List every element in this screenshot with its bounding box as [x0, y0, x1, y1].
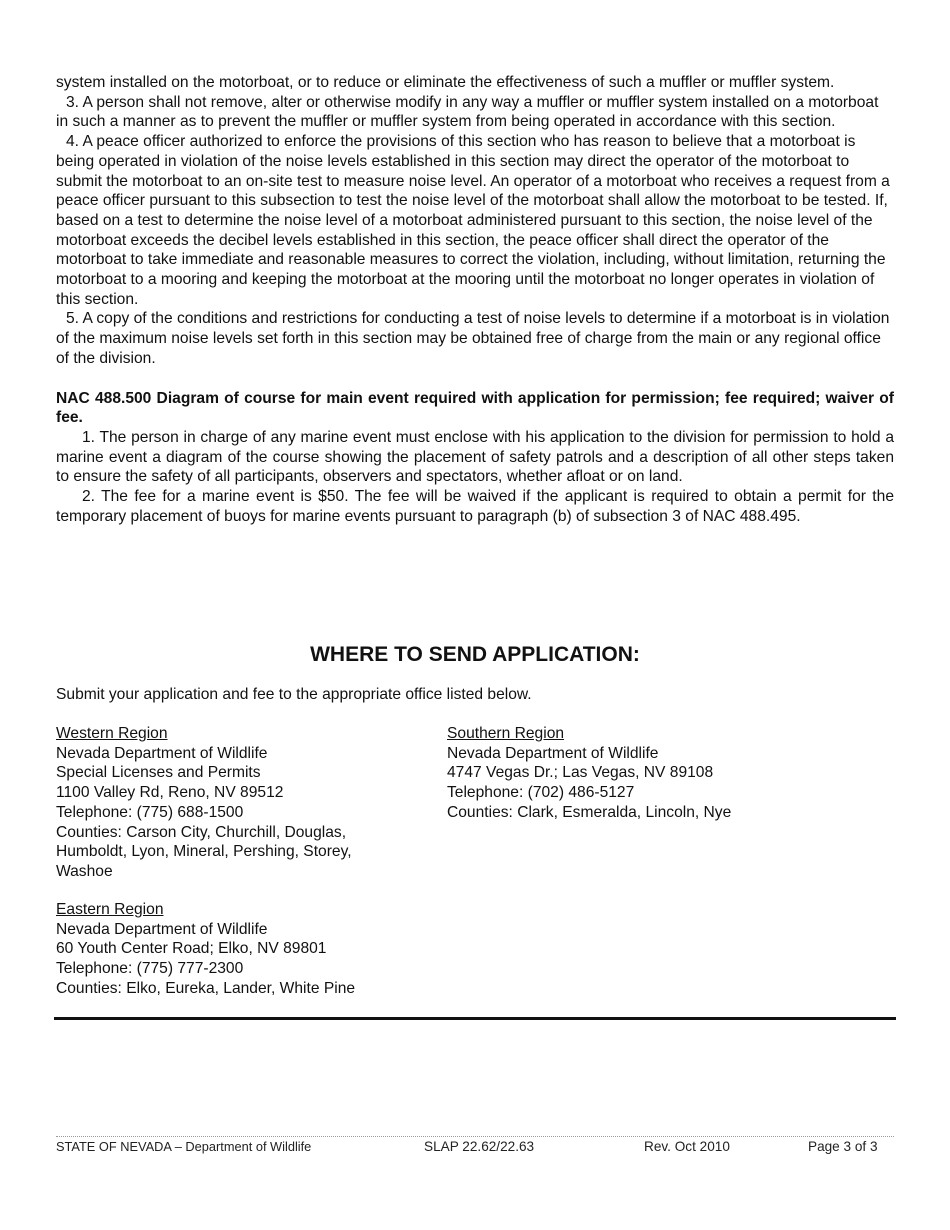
- western-region-counties-line-1: Counties: Carson City, Churchill, Douglas,: [56, 823, 347, 841]
- western-region-title: Western Region: [56, 725, 168, 742]
- southern-region-address: 4747 Vegas Dr.; Las Vegas, NV 89108: [447, 764, 714, 782]
- footer-agency: STATE OF NEVADA – Department of Wildlife: [56, 1139, 312, 1154]
- western-region-counties-line-3: Washoe: [56, 862, 113, 880]
- southern-region-org: Nevada Department of Wildlife: [447, 744, 659, 762]
- eastern-region-counties: Counties: Elko, Eureka, Lander, White Pine: [56, 979, 356, 997]
- section-divider: [54, 1017, 896, 1020]
- nac-item-2: 2. The fee for a marine event is $50. The fee will be waived if the applicant is required to obtain a permit for the temporary placement of buoys for marine events pursuant to paragraph (b) of subsection 3 of NAC 488.495.: [56, 488, 894, 525]
- southern-region-title: Southern Region: [447, 725, 565, 742]
- where-to-send-heading: WHERE TO SEND APPLICATION:: [310, 643, 640, 666]
- eastern-region-block: [56, 900, 355, 999]
- western-region-dept: Special Licenses and Permits: [56, 764, 261, 782]
- western-region-address: 1100 Valley Rd, Reno, NV 89512: [56, 784, 284, 802]
- nac-item-1: 1. The person in charge of any marine event must enclose with his application to the division for permission to hold a marine event a diagram of the course showing the placement of safety patrols and a description of all other steps taken to ensure the safety of all participants, observers and spectators, whether afloat or on land.: [56, 428, 894, 486]
- southern-region-counties: Counties: Clark, Esmeralda, Lincoln, Nye: [447, 803, 732, 821]
- western-region-counties-line-2: Humboldt, Lyon, Mineral, Pershing, Storey,: [56, 843, 352, 861]
- eastern-region-phone: Telephone: (775) 777-2300: [56, 960, 244, 978]
- paragraph-subsection-4: 4. A peace officer authorized to enforce the provisions of this section who has reason to believe that a motorboat is being operated in violation of the noise levels established in this section may direct the operator of the motorboat to submit the motorboat to an on-site test to measure noise level. An operator of a motorboat who receives a request from a peace officer pursuant to this subsection to test the noise level of the motorboat shall allow the motorboat to be tested. If, based on a test to determine the noise level of a motorboat administered pursuant to this section, the noise level of the motorboat exceeds the decibel levels established in this section, the peace officer shall direct the operator of the motorboat to take immediate and reasonable measures to correct the violation, including, without limitation, returning the motorboat to a mooring and keeping the motorboat at the mooring until the motorboat no longer operates in violation of this section.: [56, 133, 890, 308]
- eastern-region-org: Nevada Department of Wildlife: [56, 920, 268, 938]
- page-content: [56, 73, 894, 997]
- footer-dotted-rule: [56, 1136, 894, 1137]
- paragraph-subsection-3: 3. A person shall not remove, alter or otherwise modify in any way a muffler or muffler system installed on a motorboat in such a manner as to prevent the muffler or muffler system from being operated in accordance with this section.: [56, 93, 879, 131]
- southern-region-phone: Telephone: (702) 486-5127: [447, 784, 635, 802]
- eastern-region-title: Eastern Region: [56, 901, 164, 918]
- western-region-phone: Telephone: (775) 688-1500: [56, 803, 244, 821]
- footer-revision: Rev. Oct 2010: [644, 1139, 730, 1154]
- eastern-region-address: 60 Youth Center Road; Elko, NV 89801: [56, 940, 327, 958]
- paragraph-muffler-continued: system installed on the motorboat, or to reduce or eliminate the effectiveness of such a muffler or muffler system.: [56, 74, 835, 91]
- western-region-org: Nevada Department of Wildlife: [56, 744, 268, 762]
- submit-instructions: Submit your application and fee to the appropriate office listed below.: [56, 686, 532, 703]
- footer-form-number: SLAP 22.62/22.63: [424, 1139, 535, 1154]
- nac-488-500-heading: NAC 488.500 Diagram of course for main event required with application for permission; fee required; waiver of fee.: [56, 389, 894, 427]
- southern-region-block: [447, 724, 731, 823]
- paragraph-subsection-5: 5. A copy of the conditions and restrictions for conducting a test of noise levels to determine if a motorboat is in violation of the maximum noise levels set forth in this section may be obtained free of charge from the main or any regional office of the division.: [56, 310, 890, 367]
- western-region-block: [56, 724, 352, 882]
- footer-page-number: Page 3 of 3: [808, 1139, 878, 1154]
